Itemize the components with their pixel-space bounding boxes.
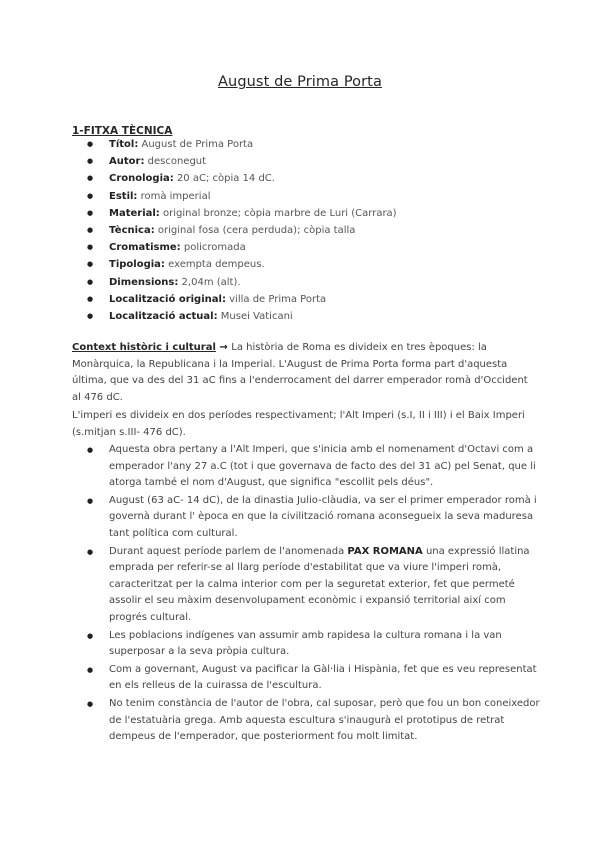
bullet-text: Durant aquest període parlem de l'anomenada xyxy=(109,545,348,557)
arrow-icon: → xyxy=(215,342,232,353)
fitxa-value: romà imperial xyxy=(137,190,211,202)
fitxa-label: Tècnica: xyxy=(109,225,155,237)
fitxa-item-dimensions xyxy=(72,274,532,291)
bullet-item: ● Aquesta obra pertany a l'Alt Imperi, que s'inicia amb el nomenament d'Octavi com a emperador l'any 27 a.C (tot i que governava de facto des del 31 aC) pel Senat, que li atorga també el nom d'August, que significa "escollit pels déus". xyxy=(72,442,542,492)
fitxa-label: Tipologia: xyxy=(109,259,165,271)
context-label: Context històric i cultural xyxy=(72,342,216,353)
fitxa-value: August de Prima Porta xyxy=(138,139,254,150)
fitxa-value: villa de Prima Porta xyxy=(225,293,327,305)
bullet-item: ● Les poblacions indígenes van assumir amb rapidesa la cultura romana i la van superposar a la seva pròpia cultura. xyxy=(72,628,542,661)
fitxa-value: 2,04m (alt). xyxy=(178,276,241,288)
bullet-text: una expressió llatina emprada per referir-se al llarg període d'estabilitat que va viure l'imperi romà, caracteritzat per la calma interior com per la seguretat exterior, fet que permeté assolir el seu màxim desenvolupament econòmic i expansió territorial així com progrés cultural. xyxy=(109,545,530,623)
fitxa-value: original bronze; còpia marbre de Luri (Carrara) xyxy=(159,207,397,219)
fitxa-value: 20 aC; còpia 14 dC. xyxy=(173,173,275,185)
bullet-item: ● Com a governant, August va pacificar la Gàl·lia i Hispània, fet que es veu representat en els relleus de la cuirassa de l'escultura. xyxy=(72,662,542,695)
fitxa-value: policromada xyxy=(180,242,246,254)
fitxa-item-cronologia xyxy=(72,170,532,187)
fitxa-list xyxy=(72,136,532,325)
fitxa-item-localitzacio-original xyxy=(72,291,532,308)
fitxa-item-tecnica xyxy=(72,222,532,239)
fitxa-label: Títol: xyxy=(109,139,139,150)
fitxa-item-titol xyxy=(72,136,532,153)
context-section xyxy=(72,340,532,441)
fitxa-label: Cromatisme: xyxy=(109,242,181,254)
fitxa-item-estil xyxy=(72,188,532,205)
fitxa-item-cromatisme xyxy=(72,239,532,256)
fitxa-value: Musei Vaticani xyxy=(217,311,293,323)
fitxa-label: Material: xyxy=(109,207,160,219)
bullet-item: ● August (63 aC- 14 dC), de la dinastia Julio-clàudia, va ser el primer emperador romà i governà durant l' època en que la civilització romana aconsegueix la seva maduresa tant política com cultural. xyxy=(72,493,542,543)
fitxa-item-localitzacio-actual xyxy=(72,308,532,325)
fitxa-item-tipologia xyxy=(72,256,532,273)
page-title: August de Prima Porta xyxy=(218,74,382,90)
fitxa-label: Dimensions: xyxy=(109,276,179,288)
bullet-item: ● No tenim constància de l'autor de l'obra, cal suposar, però que fou un bon coneixedor de l'estatuària grega. Amb aquesta escultura s'inaugurà el prototipus de retrat dempeus de l'emperador, que posteriorment fou molt limitat. xyxy=(72,696,542,746)
fitxa-label: Localització original: xyxy=(109,293,226,305)
fitxa-item-material xyxy=(72,205,532,222)
context-paragraph xyxy=(72,340,532,406)
fitxa-label: Autor: xyxy=(109,156,145,168)
fitxa-value: original fosa (cera perduda); còpia talla xyxy=(154,225,356,237)
fitxa-label: Estil: xyxy=(109,190,138,202)
fitxa-label: Cronologia: xyxy=(109,173,174,185)
section-heading-fitxa: 1-FITXA TÈCNICA xyxy=(72,125,173,137)
fitxa-label: Localització actual: xyxy=(109,311,218,323)
pax-romana-term: PAX ROMANA xyxy=(347,545,423,557)
context-text: La història de Roma es divideix en tres èpoques: la Monàrquica, la Republicana i la Imperial. L'August de Prima Porta forma part d'aquesta última, que va des del 31 aC fins a l'enderrocament del darrer emperador romà d'Occident al 476 dC. xyxy=(72,342,528,403)
context-bullets xyxy=(72,442,542,747)
fitxa-value: exempta dempeus. xyxy=(164,259,265,271)
fitxa-value: desconegut xyxy=(144,156,207,168)
context-paragraph-2: L'imperi es divideix en dos períodes respectivament; l'Alt Imperi (s.I, II i III) i el Baix Imperi (s.mitjan s.III- 476 dC). xyxy=(72,410,525,438)
bullet-item xyxy=(72,544,542,627)
fitxa-item-autor xyxy=(72,153,532,170)
